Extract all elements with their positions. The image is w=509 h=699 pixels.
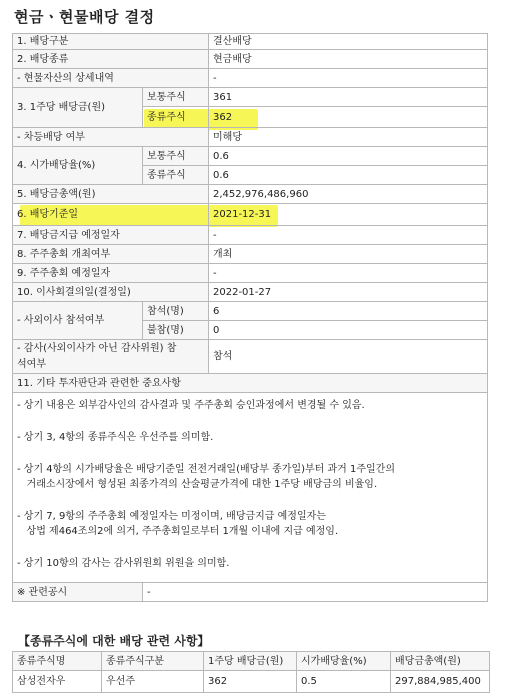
- sub-label: 종류주식: [143, 107, 209, 128]
- row-label: 1. 배당구분: [13, 34, 209, 50]
- table-header-row: [13, 652, 490, 671]
- note-line: - 상기 3, 4항의 종류주식은 우선주를 의미함.: [17, 432, 214, 443]
- row-label: 10. 이사회결의일(결정일): [13, 283, 209, 302]
- row-label: 2. 배당종류: [13, 50, 209, 69]
- sub-label: 보통주식: [143, 88, 209, 107]
- row-value: 2022-01-27: [209, 283, 488, 302]
- table-cell: 0.5: [297, 671, 391, 693]
- table-row: [13, 264, 488, 283]
- column-header: 1주당 배당금(원): [204, 652, 297, 671]
- row-value: 2021-12-31: [209, 204, 488, 226]
- row-label: [13, 340, 209, 374]
- note-line: 거래소시장에서 형성된 최종가격의 산술평균가격에 대한 1주당 배당금의 비율임.: [17, 479, 378, 490]
- row-value: -: [209, 264, 488, 283]
- row-value: 개최: [209, 245, 488, 264]
- table-row: [13, 185, 488, 204]
- row-label: 5. 배당금총액(원): [13, 185, 209, 204]
- note-line: - 상기 4항의 시가배당율은 배당기준일 전전거래일(배당부 종가일)부터 과거 1주일간의: [17, 464, 396, 475]
- sub-label: 참석(명): [143, 302, 209, 321]
- table-cell: 297,884,985,400: [391, 671, 490, 693]
- table-cell: 삼성전자우: [13, 671, 102, 693]
- row-value: 2,452,976,486,960: [209, 185, 488, 204]
- table-row: [13, 340, 488, 374]
- row-value: 참석: [209, 340, 488, 374]
- table-row: [13, 393, 488, 583]
- table-cell: 362: [204, 671, 297, 693]
- column-header: 시가배당율(%): [297, 652, 391, 671]
- pref-dividend-table: [12, 651, 490, 693]
- row-label: - 사외이사 참석여부: [13, 302, 143, 340]
- table-row: [13, 374, 488, 393]
- sub-label: 보통주식: [143, 147, 209, 166]
- column-header: 종류주식명: [13, 652, 102, 671]
- note-line: 상법 제464조의2에 의거, 주주총회일로부터 1개월 이내에 지급 예정임.: [17, 526, 339, 537]
- row-label: 8. 주주총회 개최여부: [13, 245, 209, 264]
- section-heading: 11. 기타 투자판단과 관련한 중요사항: [13, 374, 488, 393]
- table-row: [13, 671, 490, 693]
- notes-cell: [13, 393, 488, 583]
- table-row: [13, 583, 488, 602]
- table-cell: 우선주: [102, 671, 204, 693]
- note-line: - 상기 7, 9항의 주주총회 예정일자는 미정이며, 배당금지급 예정일자는: [17, 511, 326, 522]
- column-header: 배당금총액(원): [391, 652, 490, 671]
- table-row: [13, 50, 488, 69]
- note-line: - 상기 내용은 외부감사인의 감사결과 및 주주총회 승인과정에서 변경될 수 있음.: [17, 400, 365, 411]
- table-row: [13, 88, 488, 107]
- row-value: 0.6: [209, 147, 488, 166]
- row-value: 0.6: [209, 166, 488, 185]
- row-value: 미해당: [209, 128, 488, 147]
- row-label: 7. 배당금지급 예정일자: [13, 226, 209, 245]
- row-value: 결산배당: [209, 34, 488, 50]
- sub-label: 불참(명): [143, 321, 209, 340]
- row-value: 현금배당: [209, 50, 488, 69]
- row-value: -: [209, 226, 488, 245]
- row-label: - 현물자산의 상세내역: [13, 69, 209, 88]
- label-line: 석여부: [17, 358, 46, 370]
- row-value: -: [209, 69, 488, 88]
- label-line: - 감사(사외이사가 아닌 감사위원) 참: [17, 342, 177, 354]
- row-label: 6. 배당기준일: [13, 204, 209, 226]
- note-line: - 상기 10항의 감사는 감사위원회 위원을 의미함.: [17, 558, 230, 569]
- row-label: ※ 관련공시: [13, 583, 143, 602]
- table-row: [13, 245, 488, 264]
- row-label: - 차등배당 여부: [13, 128, 209, 147]
- pref-section-title: 【종류주식에 대한 배당 관련 사항】: [18, 634, 210, 648]
- row-label: 9. 주주총회 예정일자: [13, 264, 209, 283]
- column-header: 종류주식구분: [102, 652, 204, 671]
- row-value: 361: [209, 88, 488, 107]
- table-row: [13, 69, 488, 88]
- row-label: 4. 시가배당율(%): [13, 147, 143, 185]
- table-row: [13, 204, 488, 226]
- table-row: [13, 283, 488, 302]
- page-title: 현금ㆍ현물배당 결정: [14, 8, 155, 26]
- row-label: 3. 1주당 배당금(원): [13, 88, 143, 128]
- dividend-decision-table: [12, 33, 488, 602]
- row-value: 0: [209, 321, 488, 340]
- table-row: [13, 34, 488, 50]
- row-value: 362: [209, 107, 488, 128]
- table-row: [13, 147, 488, 166]
- table-row: [13, 302, 488, 321]
- row-value: 6: [209, 302, 488, 321]
- row-value: -: [143, 583, 488, 602]
- sub-label: 종류주식: [143, 166, 209, 185]
- table-row: [13, 226, 488, 245]
- table-row: [13, 128, 488, 147]
